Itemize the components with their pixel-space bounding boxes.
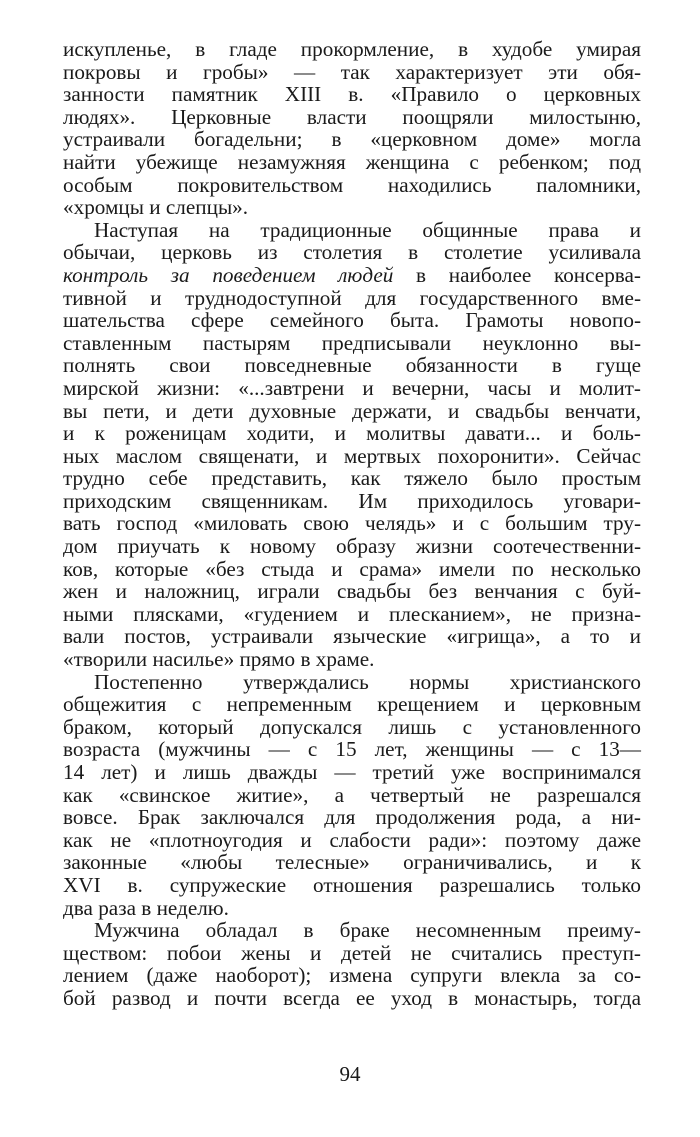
text-line: шательства сфере семейного быта. Грамоты новопо- [63, 308, 641, 333]
page-body [63, 38, 641, 1010]
page-number: 94 [339, 1062, 361, 1086]
text-line: обычаи, церковь из столетия в столетие усиливала [63, 240, 641, 265]
text-line: 14 лет) и лишь дважды — третий уже воспринимался [63, 760, 641, 784]
text-line: людях». Церковные власти поощряли милостыню, [63, 104, 641, 129]
text-line: ществом: побои жены и детей не считались преступ- [63, 940, 641, 965]
text-line: занности памятник XIII в. «Правило о церковных [63, 82, 641, 107]
text-line: покровы и гробы» — так характеризует эти обя- [63, 59, 641, 84]
paragraph [63, 919, 641, 1009]
text-line: жен и наложниц, играли свадьбы без венчания с буй- [63, 579, 641, 604]
text-line: ков, которые «без стыда и срама» имели по несколько [63, 556, 641, 581]
text-line: искупленье, в гладе прокормление, в худобе умирая [63, 37, 641, 61]
text-line: законные «любы телесные» ограничивались, и к [63, 850, 641, 875]
text-line: особым покровительством находились паломники, [63, 172, 641, 197]
text-line: возраста (мужчины — с 15 лет, женщины — с 13— [63, 737, 641, 762]
text-line: приходским священникам. Им приходилось уговари- [63, 488, 641, 513]
paragraph [63, 219, 641, 671]
text-line [63, 264, 641, 287]
text-line: устраивали богадельни; в «церковном доме» могла [63, 127, 641, 152]
text-segment: в наиболее консерва- [393, 262, 641, 287]
text-line: вали постов, устраивали языческие «игрища», а то и [63, 624, 641, 649]
text-line: вы пети, и дети духовные держати, и свадьбы венчати, [63, 398, 641, 423]
text-line: Постепенно утверждались нормы христианского [94, 669, 641, 694]
text-line: ставленным пастырям предписывали неуклонно вы- [63, 330, 641, 355]
text-line: мирской жизни: «...завтрени и вечерни, часы и молит- [63, 375, 641, 400]
text-line: вать господ «миловать свою челядь» и с большим тру- [63, 511, 641, 536]
text-line: браком, который допускался лишь с установленного [63, 714, 641, 739]
text-line: ных маслом священати, и мертвых похоронити». Сейчас [63, 443, 641, 468]
text-line: полнять свои повседневные обязанности в гуще [63, 353, 641, 378]
text-line: трудно себе представить, как тяжело было простым [63, 466, 641, 491]
text-line: как не «плотноугодия и слабости ради»: поэтому даже [63, 827, 641, 852]
text-line: Мужчина обладал в браке несомненным преиму- [94, 918, 641, 943]
text-line: XVI в. супружеские отношения разрешались только [63, 872, 641, 897]
paragraph [63, 671, 641, 920]
paragraph [63, 38, 641, 219]
italic-emphasis: контроль за поведением людей [63, 262, 394, 287]
text-line: «творили насилье» прямо в храме. [63, 647, 375, 672]
text-line: вовсе. Брак заключался для продолжения рода, а ни- [63, 805, 641, 830]
text-line: дом приучать к новому образу жизни соотечественни- [63, 534, 641, 559]
text-line: бой развод и почти всегда ее уход в монастырь, тогда [63, 985, 641, 1010]
text-line: тивной и труднодоступной для государственного вме- [63, 285, 641, 310]
text-line: общежития с непременным крещением и церковным [63, 692, 641, 717]
text-line: и к роженицам ходити, и молитвы давати... и боль- [63, 421, 641, 446]
text-line: Наступая на традиционные общинные права и [94, 217, 641, 242]
text-line: лением (даже наоборот); измена супруги влекла за со- [63, 963, 641, 988]
text-line: два раза в неделю. [63, 895, 229, 920]
text-line: ными плясками, «гудением и плесканием», не призна- [63, 601, 641, 626]
text-line: найти убежище незамужняя женщина с ребенком; под [63, 149, 641, 174]
text-line: «хромцы и слепцы». [63, 195, 249, 220]
text-line: как «свинское житие», а четвертый не разрешался [63, 782, 641, 807]
